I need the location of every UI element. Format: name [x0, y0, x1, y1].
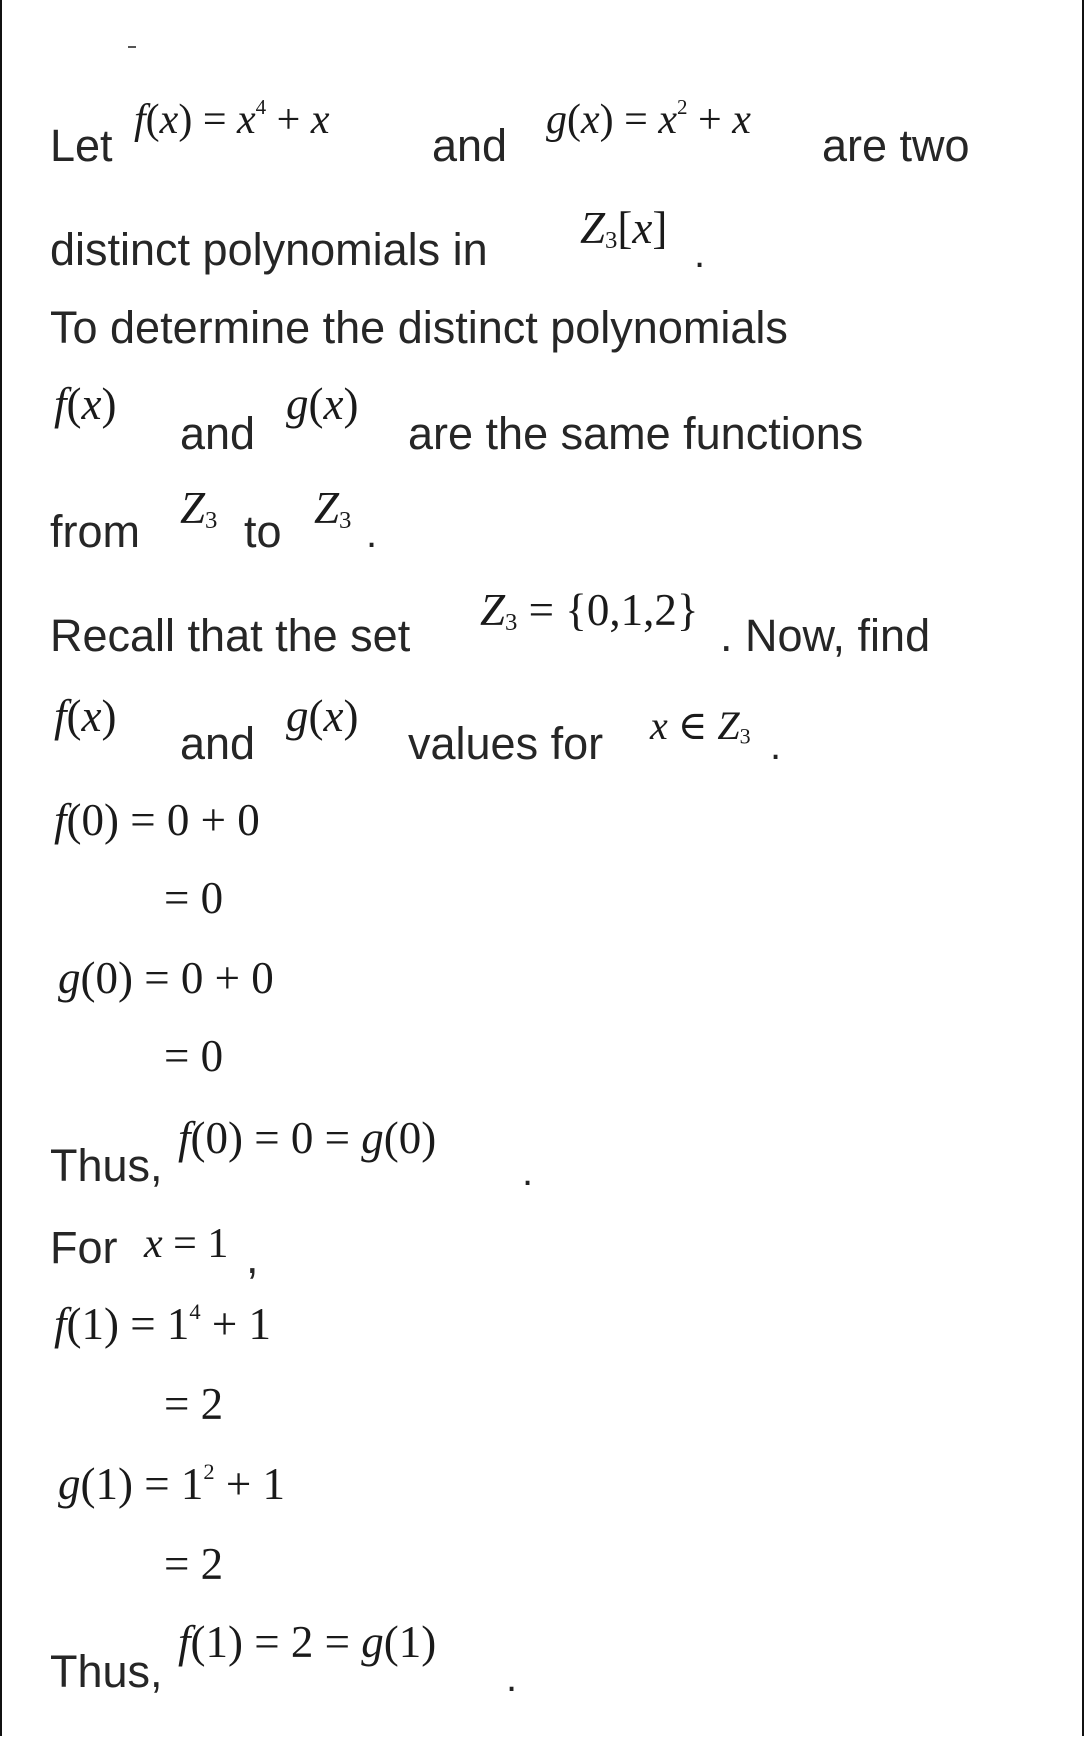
math-z3-b: $Z_3$ — [314, 483, 352, 534]
math-fx-1: f(x) — [54, 379, 117, 429]
period-3: . — [770, 724, 782, 768]
math-fx-2: f(x) — [54, 691, 117, 741]
comma-1: , — [246, 1232, 259, 1283]
math-f-def: $f(x) = x^4 + x$ — [134, 95, 330, 143]
math-x-eq-1: x = 1 — [144, 1221, 229, 1267]
text-thus-2: Thus, — [50, 1646, 163, 1697]
text-same-functions: are the same functions — [408, 408, 864, 459]
math-f1-line2: = 2 — [164, 1379, 224, 1429]
math-g0-line2: = 0 — [164, 1031, 224, 1081]
text-and-1: and — [432, 120, 508, 171]
math-f1-line1: $f(1) = 1^4 + 1$ — [54, 1298, 272, 1349]
math-g1-line1: $g(1) = 1^2 + 1$ — [58, 1458, 285, 1509]
text-for: For — [50, 1222, 118, 1273]
math-z3-a: $Z_3$ — [180, 483, 218, 534]
period-4: . — [522, 1150, 534, 1194]
text-from: from — [50, 506, 140, 557]
text-distinct-polynomials: distinct polynomials in — [50, 224, 488, 275]
text-now-find: . Now, find — [720, 610, 931, 661]
math-g-def: $g(x) = x^2 + x$ — [546, 95, 751, 143]
text-recall: Recall that the set — [50, 610, 411, 661]
text-values-for: values for — [408, 718, 604, 769]
period-2: . — [366, 512, 378, 556]
text-are-two: are two — [822, 120, 970, 171]
text-to: to — [244, 506, 282, 557]
math-z3x: $Z_3[x]$ — [580, 203, 668, 254]
text-and-2: and — [180, 408, 256, 459]
math-f0-line2: = 0 — [164, 873, 224, 923]
text-thus-1: Thus, — [50, 1140, 163, 1191]
math-f0-eq-g0: f(0) = 0 = g(0) — [178, 1113, 437, 1163]
period-5: . — [506, 1656, 518, 1700]
math-f1-eq-g1: f(1) = 2 = g(1) — [178, 1617, 437, 1667]
math-gx-1: g(x) — [286, 379, 359, 429]
math-g0-line1: g(0) = 0 + 0 — [58, 953, 274, 1003]
math-x-in-z3: x ∈ $Z_3$ — [650, 703, 751, 749]
text-let: Let — [50, 120, 113, 171]
period-1: . — [694, 232, 706, 276]
math-f0-line1: f(0) = 0 + 0 — [54, 795, 260, 845]
text-and-3: and — [180, 718, 256, 769]
text-to-determine: To determine the distinct polynomials — [50, 302, 788, 353]
math-gx-2: g(x) — [286, 691, 359, 741]
stray-mark — [128, 46, 136, 48]
math-g1-line2: = 2 — [164, 1539, 224, 1589]
math-z3-set: $Z_3 = \{0,1,2\}$ — [480, 585, 699, 636]
